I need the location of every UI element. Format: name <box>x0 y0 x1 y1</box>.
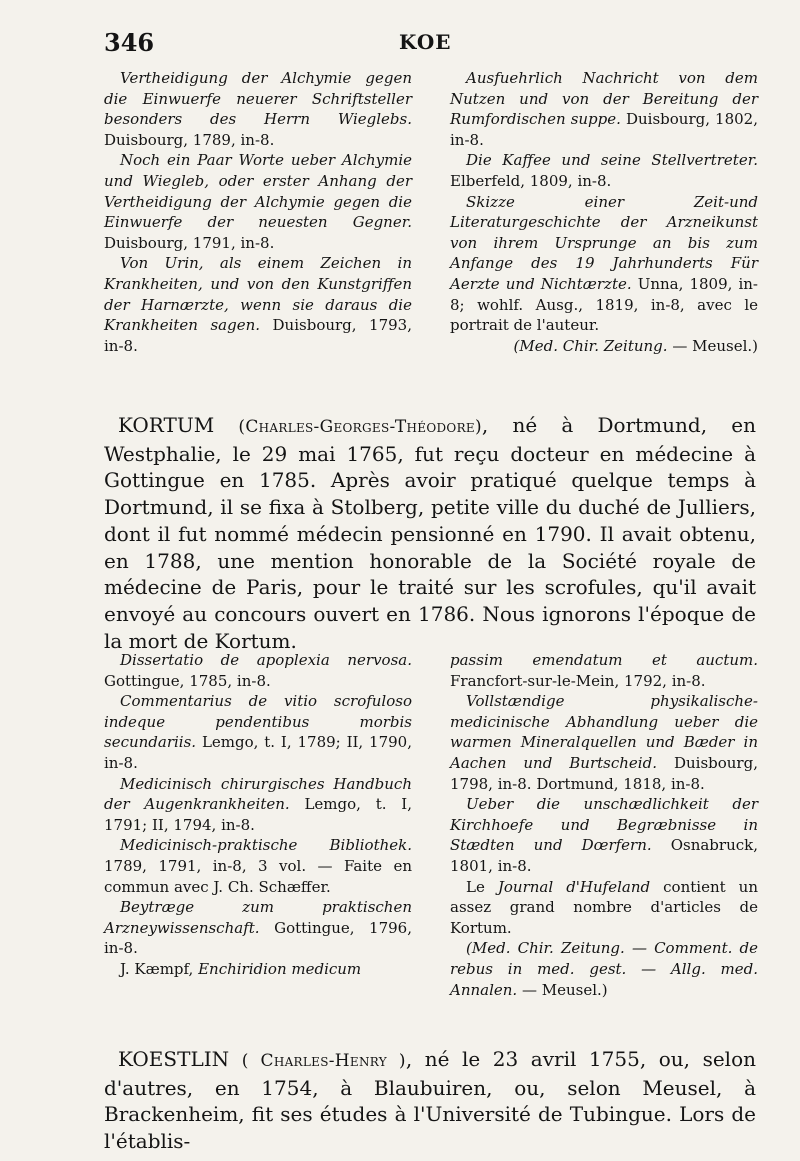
kortum-entry <box>104 412 756 654</box>
bib-entry: Ausfuehrlich Nachricht von dem Nutzen und von der Bereitung der Rumfordischen suppe. Duisbourg, 1802, in-8. <box>450 69 758 149</box>
bib-entry: Beytræge zum praktischen Arzneywissenschaft. Gottingue, 1796, in-8. <box>104 898 412 958</box>
bib-entry: Le Journal d'Hufeland contient un assez grand nombre d'articles de Kortum. <box>450 877 758 937</box>
koestlin-entry <box>104 1046 756 1155</box>
bib-entry: Medicinisch chirurgisches Handbuch der Augenkrankheiten. Lemgo, t. I, 1791; II, 1794, in-8. <box>104 774 412 834</box>
bib-entry: Ueber die unschædlichkeit der Kirchhoefe und Begræbnisse in Stædten und Dœrfern. Osnabruck, 1801, in-8. <box>450 795 758 875</box>
bib-entry: passim emendatum et auctum. Francfort-sur-le-Mein, 1792, in-8. <box>450 651 758 690</box>
entry-given-names: (Charles-Georges-Théodore) <box>238 417 482 437</box>
bib-entry: Vertheidigung der Alchymie gegen die Einwuerfe neuerer Schriftsteller besonders des Herrn Wieglebs. Duisbourg, 1789, in-8. <box>104 69 412 149</box>
bib-entry: Commentarius de vitio scrofuloso indeque pendentibus morbis secundariis. Lemgo, t. I, 1789; II, 1790, in-8. <box>104 692 412 772</box>
bibliography-top-left <box>104 68 412 356</box>
bibliography-middle <box>104 650 758 1000</box>
bib-entry: Noch ein Paar Worte ueber Alchymie und Wiegleb, oder erster Anhang der Vertheidigung der Alchymie gegen die Einwuerfe der neuesten Gegner. Duisbourg, 1791, in-8. <box>104 151 412 252</box>
bib-entry: Medicinisch-praktische Bibliothek. 1789, 1791, in-8, 3 vol. — Faite en commun avec J. Ch. Schæffer. <box>104 836 412 896</box>
page-header <box>104 28 760 62</box>
bib-source: (Med. Chir. Zeitung. — Meusel.) <box>513 336 758 355</box>
bibliography-middle-right <box>450 650 758 1000</box>
bibliography-top <box>104 68 758 356</box>
bibliography-middle-left <box>104 650 412 1000</box>
bib-entry: Skizze einer Zeit-und Literaturgeschichte der Arzneikunst von ihrem Ursprunge an bis zum Anfange des 19 Jahrhunderts Für Aerzte und Nichtærzte. Unna, 1809, in-8; wohlf. Ausg., 1819, in-8, avec le portrait de l'auteur. <box>450 192 758 335</box>
entry-text: , né le 23 avril 1755, ou, selon d'autres, en 1754, à Blaubuiren, ou, selon Meusel, à Brackenheim, fit ses études à l'Université de Tubingue. Lors de l'établis- <box>104 1047 756 1154</box>
bib-entry: Von Urin, als einem Zeichen in Krankheiten, und von den Kunstgriffen der Harnærzte, wenn sie daraus die Krankheiten sagen. Duisbourg, 1793, in-8. <box>104 254 412 355</box>
entry-text: , né à Dortmund, en Westphalie, le 29 mai 1765, fut reçu docteur en médecine à Gottingue en 1785. Après avoir pratiqué quelque temps à Dortmund, il se fixa à Stolberg, petite ville du duché de Julliers, dont il fut nommé médecin pensionné en 1790. Il avait obtenu, en 1788, une mention honorable de la Société royale de médecine de Paris, pour le traité sur les scrofules, qu'il avait envoyé au concours ouvert en 1786. Nous ignorons l'époque de la mort de Kortum. <box>104 413 756 653</box>
entry-name: KORTUM <box>118 413 215 437</box>
entry-given-names: ( Charles-Henry ) <box>241 1051 406 1071</box>
running-head: KOE <box>399 30 452 54</box>
bibliography-top-right <box>450 68 758 356</box>
page-number: 346 <box>104 28 155 57</box>
bib-entry: J. Kæmpf, Enchiridion medicum <box>120 959 362 978</box>
bib-source: (Med. Chir. Zeitung. — Comment. de rebus in med. gest. — Allg. med. Annalen. — Meusel.) <box>450 939 758 999</box>
bib-entry: Dissertatio de apoplexia nervosa. Gottingue, 1785, in-8. <box>104 651 412 690</box>
entry-name: KOESTLIN <box>118 1047 230 1071</box>
bib-entry: Vollstændige physikalische-medicinische Abhandlung ueber die warmen Mineralquellen und Bæder in Aachen und Burtscheid. Duisbourg, 1798, in-8. Dortmund, 1818, in-8. <box>450 692 758 793</box>
bib-entry: Die Kaffee und seine Stellvertreter. Elberfeld, 1809, in-8. <box>450 151 758 190</box>
